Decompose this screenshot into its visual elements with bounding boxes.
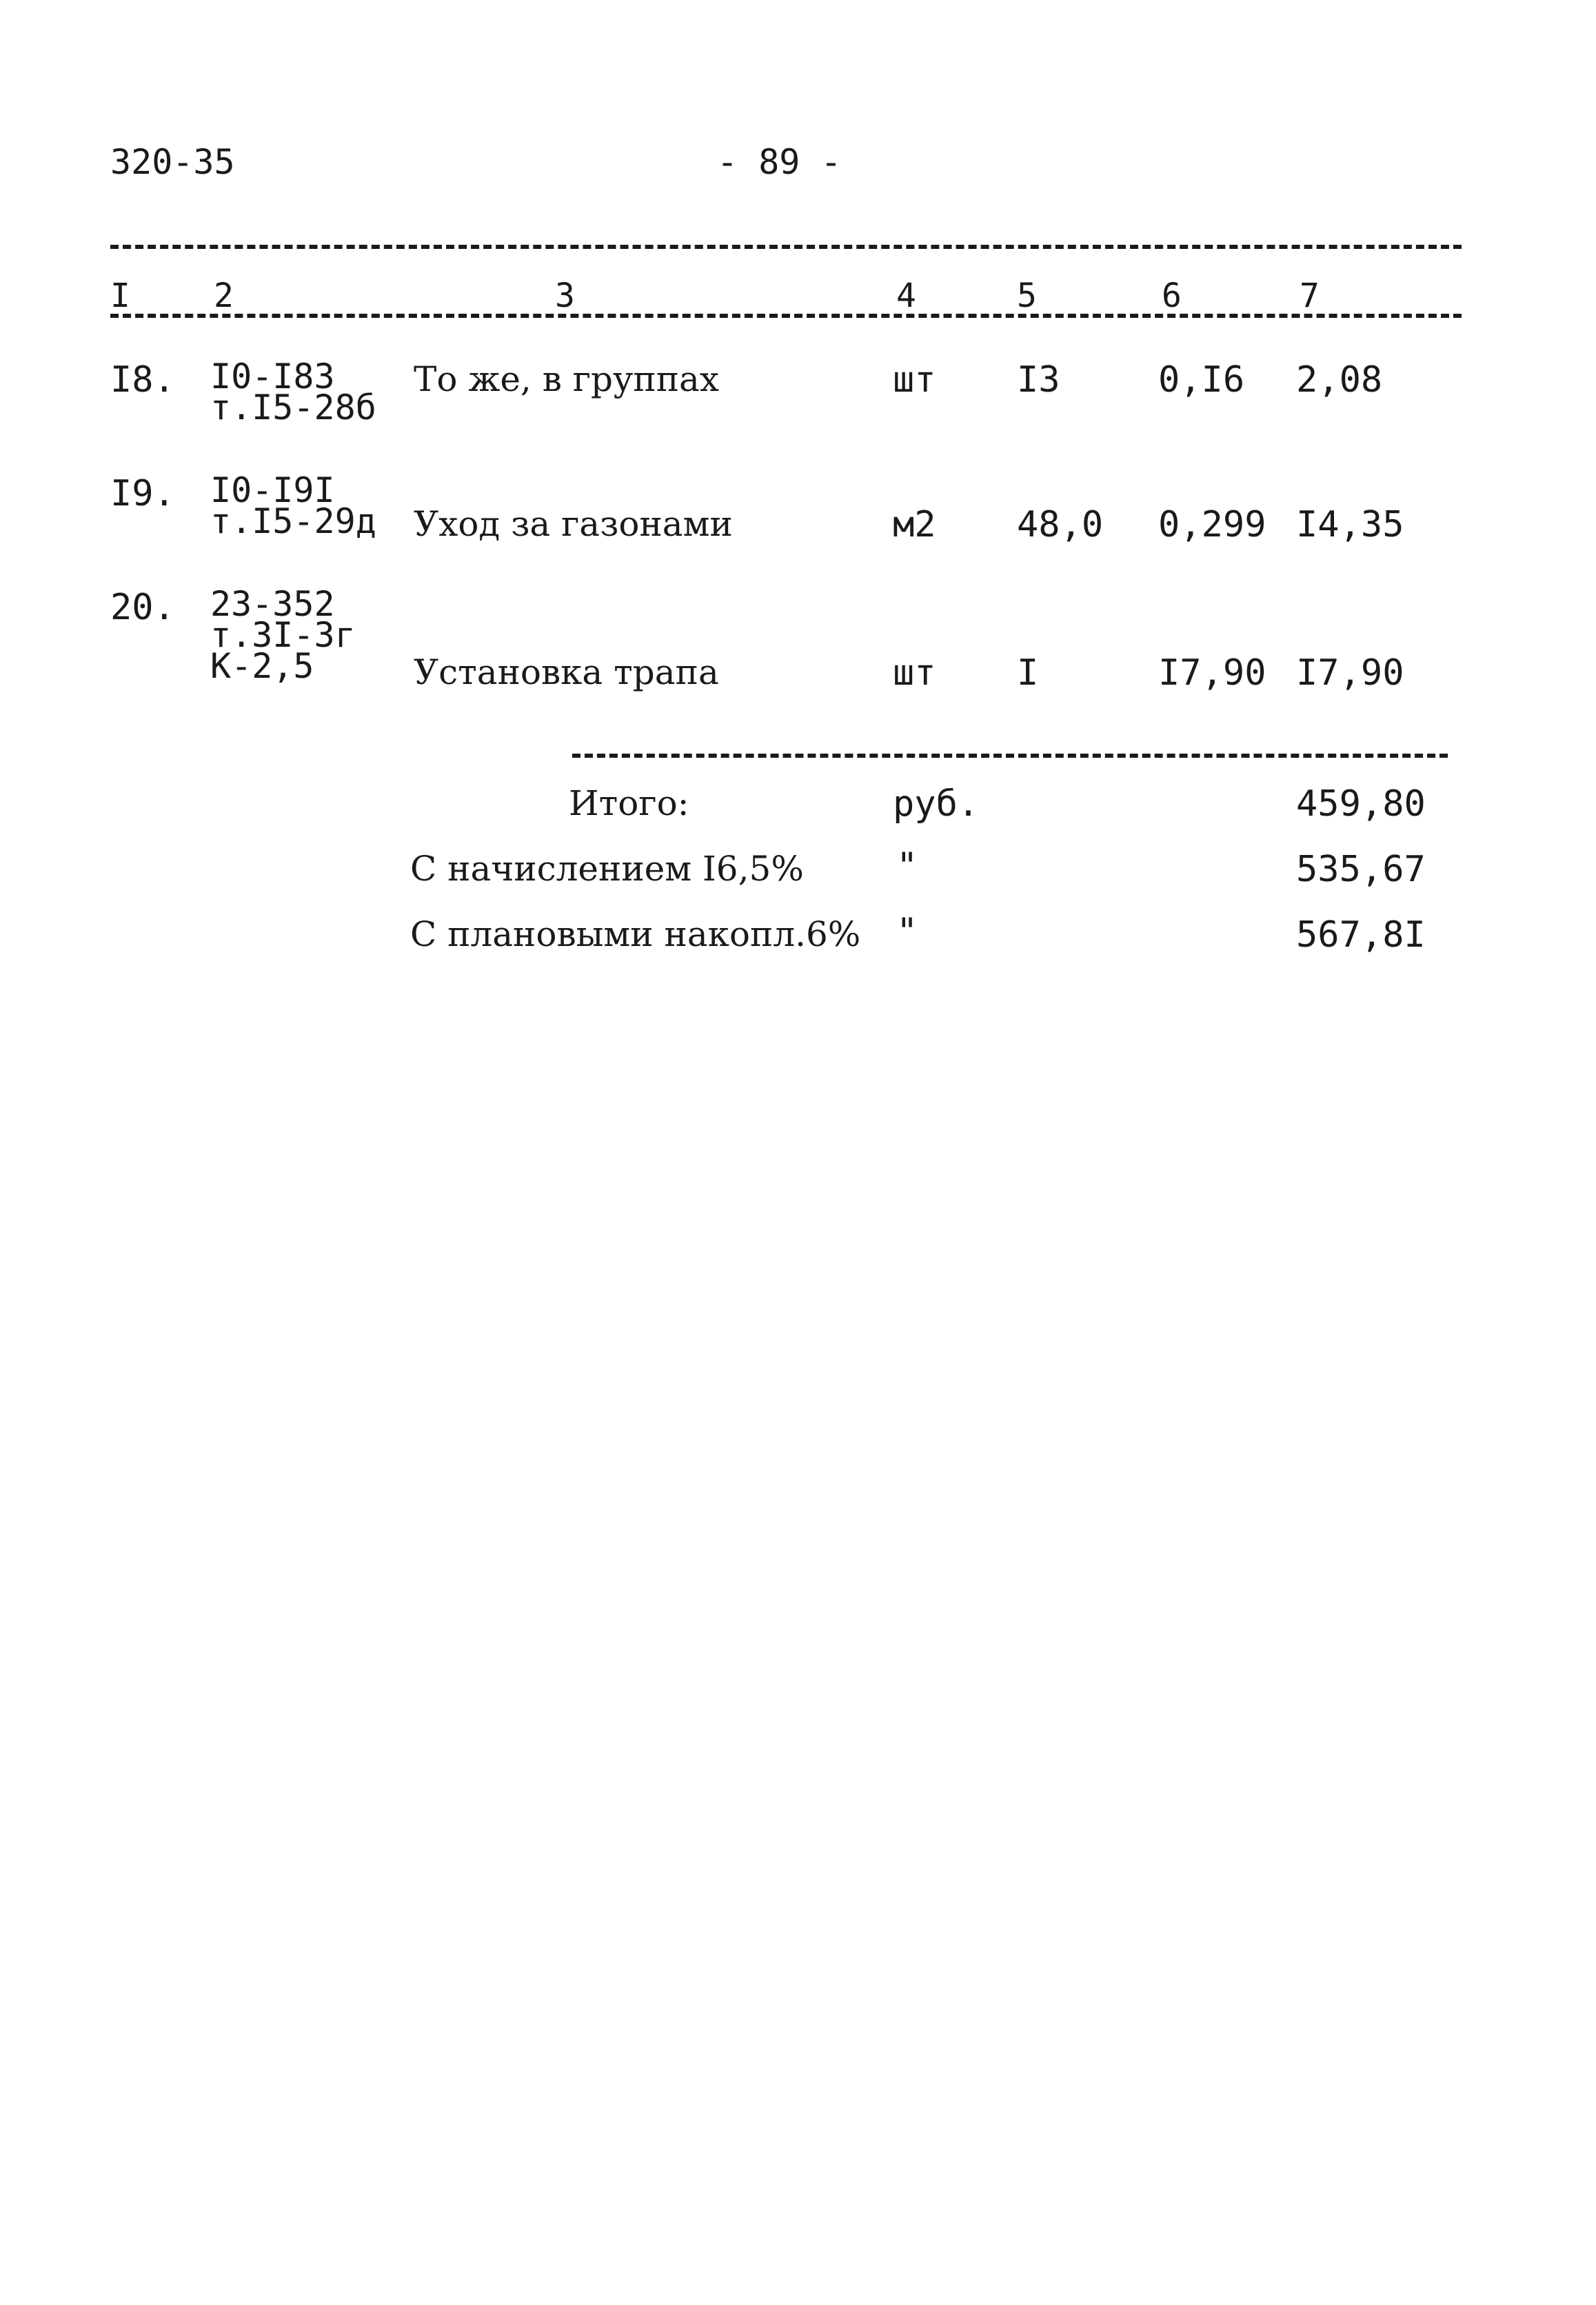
- norm-code-line: т.I5-28б: [210, 387, 376, 427]
- norm-code-line: I0-I83: [210, 356, 335, 396]
- column-number-4: 4: [896, 276, 916, 315]
- column-number-2: 2: [214, 276, 234, 315]
- document-code: 320-35: [110, 142, 235, 182]
- item-description: То же, в группах: [414, 359, 720, 399]
- item-description: Установка трапа: [414, 652, 719, 692]
- item-description: Уход за газонами: [414, 504, 733, 544]
- norm-code-line: I0-I9I: [210, 470, 335, 510]
- quantity: I3: [1017, 359, 1060, 401]
- quantity: 48,0: [1017, 504, 1104, 545]
- total-cost: I4,35: [1296, 504, 1404, 545]
- column-number-3: 3: [555, 276, 575, 315]
- unit: шт: [893, 359, 936, 401]
- total-cost: I7,90: [1296, 652, 1404, 694]
- row-number: 20.: [110, 587, 175, 628]
- norm-code-line: т.3I-3г: [210, 615, 356, 655]
- column-number-6: 6: [1162, 276, 1182, 315]
- totals-dashed-rule: [572, 754, 1448, 758]
- unit: шт: [893, 652, 936, 694]
- totals-value: 535,67: [1296, 849, 1426, 890]
- row-number: I8.: [110, 359, 175, 401]
- top-dashed-rule: [110, 245, 1462, 249]
- column-number-5: 5: [1017, 276, 1037, 315]
- unit-price: I7,90: [1158, 652, 1266, 694]
- column-number-1: I: [110, 276, 130, 315]
- column-number-7: 7: [1300, 276, 1320, 315]
- unit-price: 0,I6: [1158, 359, 1245, 401]
- totals-unit: ": [896, 911, 918, 952]
- norm-code-line: 23-352: [210, 584, 335, 624]
- totals-unit: ": [896, 845, 918, 887]
- column-number-underline: [110, 314, 1462, 318]
- totals-label: Итого:: [569, 783, 689, 823]
- unit: м2: [893, 504, 936, 545]
- totals-label: С плановыми накопл.6%: [410, 914, 861, 954]
- totals-unit: руб.: [893, 783, 980, 825]
- page-number: - 89 -: [717, 142, 842, 182]
- totals-value: 567,8I: [1296, 914, 1426, 956]
- row-number: I9.: [110, 473, 175, 514]
- totals-label: С начислением I6,5%: [410, 849, 804, 889]
- totals-value: 459,80: [1296, 783, 1426, 825]
- unit-price: 0,299: [1158, 504, 1266, 545]
- norm-code-line: т.I5-29д: [210, 501, 376, 541]
- quantity: I: [1017, 652, 1039, 694]
- norm-code-line: К-2,5: [210, 646, 314, 686]
- total-cost: 2,08: [1296, 359, 1383, 401]
